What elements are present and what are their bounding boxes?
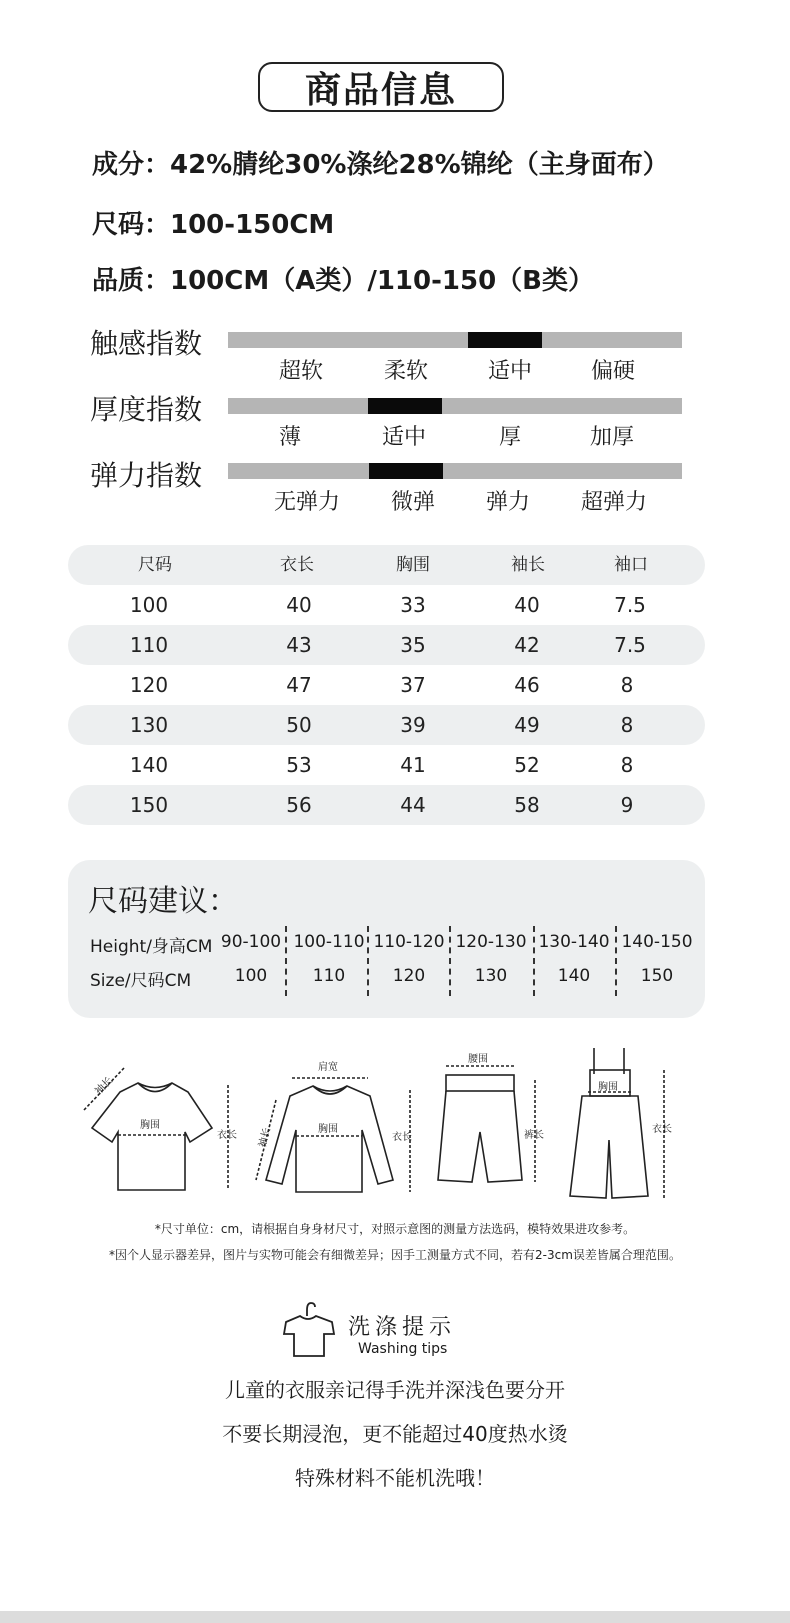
table-row	[68, 745, 705, 785]
height-value: 140-150	[621, 932, 693, 952]
table-row	[68, 785, 705, 825]
sweater-diagram	[256, 1078, 410, 1192]
height-value: 100-110	[293, 932, 365, 952]
table-cell: 39	[400, 713, 426, 737]
thickness-option-3: 厚	[498, 425, 522, 450]
washing-line-1: 儿童的衣服亲记得手洗并深浅色要分开	[225, 1378, 565, 1402]
waist-label-1: 腰围	[468, 1054, 488, 1065]
table-cell: 43	[286, 633, 312, 657]
table-cell: 110	[129, 633, 169, 657]
header-chest: 胸围	[396, 555, 430, 575]
table-cell: 9	[620, 793, 634, 817]
touch-index-bar	[228, 332, 682, 348]
size-table-header	[68, 545, 705, 585]
table-cell: 7.5	[614, 633, 646, 657]
table-cell: 40	[514, 593, 540, 617]
column-divider	[615, 926, 617, 996]
pants-length-label-1: 裤长	[524, 1130, 544, 1141]
table-cell: 49	[514, 713, 540, 737]
touch-index-label: 触感指数	[90, 327, 203, 360]
height-label: Height/身高CM	[90, 937, 213, 957]
sleeve-label-2: 袖长	[257, 1126, 274, 1149]
header-length: 衣长	[280, 555, 314, 575]
thickness-index-label: 厚度指数	[90, 393, 203, 426]
elasticity-option-1: 无弹力	[273, 490, 341, 515]
table-cell: 8	[620, 753, 634, 777]
size-label: Size/尺码CM	[90, 971, 192, 991]
table-cell: 52	[514, 753, 540, 777]
table-row	[68, 705, 705, 745]
length-label-3: 衣长	[652, 1124, 672, 1135]
quality-text: 品质：100CM（A类）/110-150（B类）	[92, 266, 594, 296]
table-cell: 53	[286, 753, 312, 777]
touch-option-2: 柔软	[383, 359, 429, 384]
header-cuff: 袖口	[614, 555, 648, 575]
touch-option-3: 适中	[487, 359, 533, 384]
size-advice-panel	[68, 860, 705, 1018]
bottom-divider	[0, 1611, 790, 1623]
table-cell: 42	[514, 633, 540, 657]
overalls-diagram	[570, 1048, 664, 1198]
touch-option-4: 偏硬	[590, 359, 636, 384]
size-value: 100	[234, 966, 268, 986]
table-cell: 35	[400, 633, 426, 657]
chest-label-2: 胸围	[318, 1124, 338, 1135]
table-cell: 40	[286, 593, 312, 617]
column-divider	[367, 926, 369, 996]
table-cell: 8	[620, 713, 634, 737]
touch-option-1: 超软	[278, 359, 324, 384]
elasticity-index-bar	[228, 463, 682, 479]
elasticity-option-2: 微弹	[390, 490, 436, 515]
size-value: 120	[392, 966, 426, 986]
table-cell: 8	[620, 673, 634, 697]
height-value: 120-130	[455, 932, 527, 952]
elasticity-option-4: 超弹力	[580, 490, 648, 515]
disclaimer-note: *因个人显示器差异，图片与实物可能会有细微差异；因手工测量方式不同，若有2-3cm误差皆属合理范围。	[109, 1248, 681, 1262]
measurement-note: *尺寸单位：cm，请根据自身身材尺寸，对照示意图的测量方法选码，模特效果进攻参考。	[154, 1222, 636, 1236]
size-advice-title: 尺码建议：	[88, 884, 238, 919]
washing-subtitle: Washing tips	[358, 1341, 448, 1357]
height-value: 130-140	[538, 932, 610, 952]
header-sleeve: 袖长	[511, 555, 545, 575]
table-row	[68, 665, 705, 705]
composition-text: 成分：42%腈纶30%涤纶28%锦纶（主身面布）	[92, 150, 669, 180]
table-cell: 50	[286, 713, 312, 737]
chest-label-3: 胸围	[598, 1082, 618, 1093]
height-value: 90-100	[220, 932, 282, 952]
table-row	[68, 585, 705, 625]
thickness-index-bar	[228, 398, 682, 414]
elasticity-index-label: 弹力指数	[90, 459, 203, 492]
shorts-diagram	[438, 1066, 535, 1182]
column-divider	[449, 926, 451, 996]
header-size: 尺码	[138, 555, 172, 575]
thickness-index-marker	[368, 398, 442, 414]
thickness-option-4: 加厚	[589, 425, 635, 450]
size-value: 150	[640, 966, 674, 986]
height-value: 110-120	[373, 932, 445, 952]
table-cell: 47	[286, 673, 312, 697]
table-cell: 150	[129, 793, 169, 817]
washing-line-2: 不要长期浸泡，更不能超过40度热水烫	[222, 1422, 568, 1446]
column-divider	[285, 926, 287, 996]
size-value: 130	[474, 966, 508, 986]
table-cell: 37	[400, 673, 426, 697]
touch-index-marker	[468, 332, 542, 348]
table-cell: 58	[514, 793, 540, 817]
sleeve-label-1: 袖长	[93, 1075, 116, 1098]
size-range-text: 尺码：100-150CM	[92, 210, 335, 240]
washing-line-3: 特殊材料不能机洗哦！	[295, 1466, 495, 1490]
table-cell: 7.5	[614, 593, 646, 617]
page-title: 商品信息	[258, 62, 504, 112]
table-cell: 120	[129, 673, 169, 697]
table-cell: 41	[400, 753, 426, 777]
chest-label-1: 胸围	[140, 1120, 160, 1131]
table-row	[68, 625, 705, 665]
table-cell: 46	[514, 673, 540, 697]
table-cell: 130	[129, 713, 169, 737]
shirt-hanger-icon	[278, 1300, 340, 1360]
size-value: 140	[557, 966, 591, 986]
table-cell: 140	[129, 753, 169, 777]
size-value: 110	[312, 966, 346, 986]
thickness-option-2: 适中	[381, 425, 427, 450]
length-label-1: 衣长	[217, 1130, 237, 1141]
length-label-2: 衣长	[392, 1132, 412, 1143]
washing-title: 洗涤提示	[348, 1315, 457, 1340]
table-cell: 56	[286, 793, 312, 817]
table-cell: 33	[400, 593, 426, 617]
table-cell: 44	[400, 793, 426, 817]
shoulder-label: 肩宽	[318, 1062, 338, 1073]
elasticity-index-marker	[369, 463, 443, 479]
measurement-diagram	[0, 1040, 790, 1210]
table-cell: 100	[129, 593, 169, 617]
thickness-option-1: 薄	[278, 425, 302, 450]
column-divider	[533, 926, 535, 996]
elasticity-option-3: 弹力	[485, 490, 531, 515]
